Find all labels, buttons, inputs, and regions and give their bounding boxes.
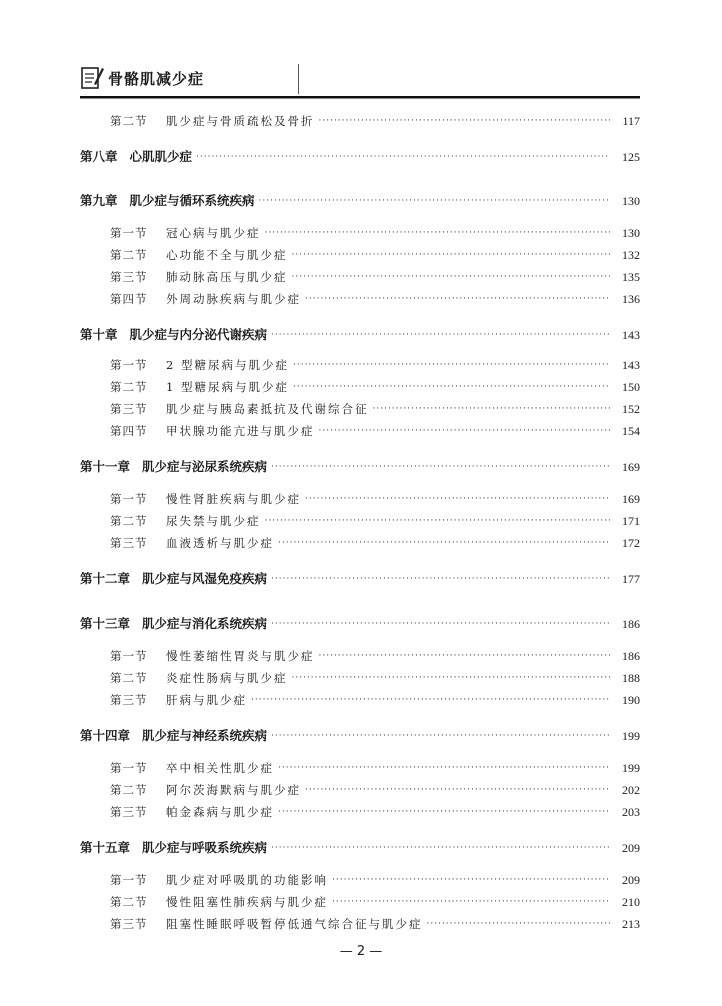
entry-page-number: 154 xyxy=(622,424,640,438)
entry-page-number: 199 xyxy=(622,761,640,775)
entry-page-number: 136 xyxy=(622,292,640,306)
header-title: 骨骼肌减少症 xyxy=(108,70,205,88)
entry-number: 第二节 xyxy=(110,895,148,909)
leader-dots xyxy=(278,763,610,773)
leader-dots xyxy=(373,404,611,414)
entry-number: 第一节 xyxy=(110,761,148,775)
leader-dots xyxy=(271,731,610,741)
entry-page-number: 171 xyxy=(622,514,640,528)
entry-page-number: 143 xyxy=(622,328,640,342)
toc-section-entry xyxy=(110,401,640,421)
toc-section-entry xyxy=(110,692,640,712)
entry-title: 肌少症与神经系统疾病 xyxy=(142,728,268,743)
leader-dots xyxy=(278,807,610,817)
entry-page-number: 117 xyxy=(622,114,640,128)
entry-number: 第一节 xyxy=(110,226,148,240)
entry-title: 炎症性肠病与肌少症 xyxy=(166,671,288,685)
leader-dots xyxy=(305,785,610,795)
entry-page-number: 132 xyxy=(622,248,640,262)
entry-title: 慢性萎缩性胃炎与肌少症 xyxy=(166,649,315,663)
leader-dots xyxy=(332,875,610,885)
entry-number: 第九章 xyxy=(80,193,118,208)
entry-number: 第一节 xyxy=(110,649,148,663)
entry-title: 外周动脉疾病与肌少症 xyxy=(166,292,301,306)
entry-page-number: 125 xyxy=(622,150,640,164)
toc-section-entry xyxy=(110,872,640,892)
leader-dots xyxy=(278,538,610,548)
toc-section-entry xyxy=(110,535,640,555)
leader-dots xyxy=(271,574,610,584)
entry-page-number: 186 xyxy=(622,649,640,663)
entry-number: 第二节 xyxy=(110,114,148,128)
toc-chapter-entry xyxy=(80,838,640,858)
entry-title: 尿失禁与肌少症 xyxy=(166,514,261,528)
entry-number: 第三节 xyxy=(110,536,148,550)
toc-section-entry xyxy=(110,379,640,399)
toc-section-entry xyxy=(110,894,640,914)
leader-dots xyxy=(427,919,611,929)
toc-section-entry xyxy=(110,247,640,267)
pencil-note-icon xyxy=(80,64,104,92)
entry-number: 第四节 xyxy=(110,424,148,438)
entry-page-number: 130 xyxy=(622,194,640,208)
entry-title: 帕金森病与肌少症 xyxy=(166,805,274,819)
entry-number: 第十三章 xyxy=(80,616,131,631)
entry-title: 肌少症对呼吸肌的功能影响 xyxy=(166,873,328,887)
leader-dots xyxy=(271,843,610,853)
entry-title: 慢性阻塞性肺疾病与肌少症 xyxy=(166,895,328,909)
toc-chapter-entry xyxy=(80,457,640,477)
entry-number: 第二节 xyxy=(110,783,148,797)
entry-page-number: 186 xyxy=(622,617,640,631)
leader-dots xyxy=(292,673,611,683)
entry-number: 第二节 xyxy=(110,514,148,528)
toc-chapter-entry xyxy=(80,325,640,345)
entry-title: 冠心病与肌少症 xyxy=(166,226,261,240)
entry-title: 甲状腺功能亢进与肌少症 xyxy=(166,424,315,438)
leader-dots xyxy=(265,228,611,238)
entry-number: 第三节 xyxy=(110,693,148,707)
leader-dots xyxy=(319,426,611,436)
entry-title: 2 型糖尿病与肌少症 xyxy=(166,358,289,372)
entry-page-number: 169 xyxy=(622,460,640,474)
entry-number: 第十四章 xyxy=(80,728,131,743)
entry-page-number: 213 xyxy=(622,917,640,931)
entry-number: 第十一章 xyxy=(80,459,131,474)
toc-section-entry xyxy=(110,916,640,936)
leader-dots xyxy=(332,897,610,907)
entry-page-number: 169 xyxy=(622,492,640,506)
leader-dots xyxy=(271,619,610,629)
entry-number: 第八章 xyxy=(80,149,118,164)
leader-dots xyxy=(251,695,610,705)
header-divider xyxy=(298,64,299,94)
leader-dots xyxy=(259,196,610,206)
entry-title: 阻塞性睡眠呼吸暂停低通气综合征与肌少症 xyxy=(166,917,423,931)
entry-title: 血液透析与肌少症 xyxy=(166,536,274,550)
entry-page-number: 143 xyxy=(622,358,640,372)
toc-section-entry xyxy=(110,491,640,511)
page-number: — 2 — xyxy=(339,944,383,959)
entry-title: 心肌肌少症 xyxy=(129,149,193,164)
leader-dots xyxy=(305,494,610,504)
entry-page-number: 209 xyxy=(622,841,640,855)
entry-number: 第三节 xyxy=(110,402,148,416)
toc-section-entry xyxy=(110,291,640,311)
leader-dots xyxy=(271,462,610,472)
entry-number: 第三节 xyxy=(110,805,148,819)
entry-number: 第十二章 xyxy=(80,571,131,586)
entry-page-number: 209 xyxy=(622,873,640,887)
entry-title: 肌少症与风湿免疫疾病 xyxy=(142,571,268,586)
entry-page-number: 152 xyxy=(622,402,640,416)
toc-section-entry xyxy=(110,357,640,377)
entry-title: 肌少症与胰岛素抵抗及代谢综合征 xyxy=(166,402,369,416)
entry-number: 第二节 xyxy=(110,248,148,262)
leader-dots xyxy=(265,516,611,526)
toc-chapter-entry xyxy=(80,147,640,167)
entry-title: 肌少症与骨质疏松及骨折 xyxy=(166,114,315,128)
toc-section-entry xyxy=(110,513,640,533)
leader-dots xyxy=(319,651,611,661)
toc-section-entry xyxy=(110,804,640,824)
toc-section-entry xyxy=(110,760,640,780)
entry-number: 第四节 xyxy=(110,292,148,306)
leader-dots xyxy=(293,382,610,392)
toc-section-entry xyxy=(110,423,640,443)
entry-title: 肺动脉高压与肌少症 xyxy=(166,270,288,284)
entry-title: 阿尔茨海默病与肌少症 xyxy=(166,783,301,797)
entry-number: 第二节 xyxy=(110,380,148,394)
leader-dots xyxy=(293,360,610,370)
toc-section-entry xyxy=(110,225,640,245)
entry-number: 第二节 xyxy=(110,671,148,685)
entry-title: 肌少症与呼吸系统疾病 xyxy=(142,840,268,855)
leader-dots xyxy=(292,272,611,282)
entry-page-number: 203 xyxy=(622,805,640,819)
entry-page-number: 135 xyxy=(622,270,640,284)
entry-page-number: 190 xyxy=(622,693,640,707)
toc-chapter-entry xyxy=(80,726,640,746)
entry-page-number: 199 xyxy=(622,729,640,743)
running-header xyxy=(80,64,640,100)
toc-section-entry xyxy=(110,782,640,802)
entry-number: 第十五章 xyxy=(80,840,131,855)
toc-section-entry xyxy=(110,670,640,690)
entry-title: 卒中相关性肌少症 xyxy=(166,761,274,775)
leader-dots xyxy=(292,250,611,260)
toc-section-entry xyxy=(110,269,640,289)
toc-section-entry xyxy=(110,113,640,133)
leader-dots xyxy=(305,294,610,304)
entry-number: 第十章 xyxy=(80,327,118,342)
entry-page-number: 210 xyxy=(622,895,640,909)
header-rule-thin xyxy=(80,98,640,99)
entry-number: 第一节 xyxy=(110,873,148,887)
entry-number: 第一节 xyxy=(110,492,148,506)
entry-page-number: 188 xyxy=(622,671,640,685)
entry-number: 第一节 xyxy=(110,358,148,372)
toc-chapter-entry xyxy=(80,191,640,211)
entry-page-number: 130 xyxy=(622,226,640,240)
entry-number: 第三节 xyxy=(110,917,148,931)
toc-chapter-entry xyxy=(80,614,640,634)
entry-title: 慢性肾脏疾病与肌少症 xyxy=(166,492,301,506)
entry-page-number: 172 xyxy=(622,536,640,550)
toc-section-entry xyxy=(110,648,640,668)
entry-title: 肌少症与内分泌代谢疾病 xyxy=(129,327,268,342)
entry-number: 第三节 xyxy=(110,270,148,284)
toc-chapter-entry xyxy=(80,569,640,589)
entry-title: 肌少症与消化系统疾病 xyxy=(142,616,268,631)
entry-title: 肝病与肌少症 xyxy=(166,693,247,707)
entry-page-number: 150 xyxy=(622,380,640,394)
entry-title: 1 型糖尿病与肌少症 xyxy=(166,380,289,394)
entry-title: 肌少症与循环系统疾病 xyxy=(129,193,255,208)
entry-page-number: 202 xyxy=(622,783,640,797)
entry-page-number: 177 xyxy=(622,572,640,586)
leader-dots xyxy=(196,152,610,162)
entry-title: 心功能不全与肌少症 xyxy=(166,248,288,262)
leader-dots xyxy=(319,116,611,126)
entry-title: 肌少症与泌尿系统疾病 xyxy=(142,459,268,474)
leader-dots xyxy=(271,330,610,340)
